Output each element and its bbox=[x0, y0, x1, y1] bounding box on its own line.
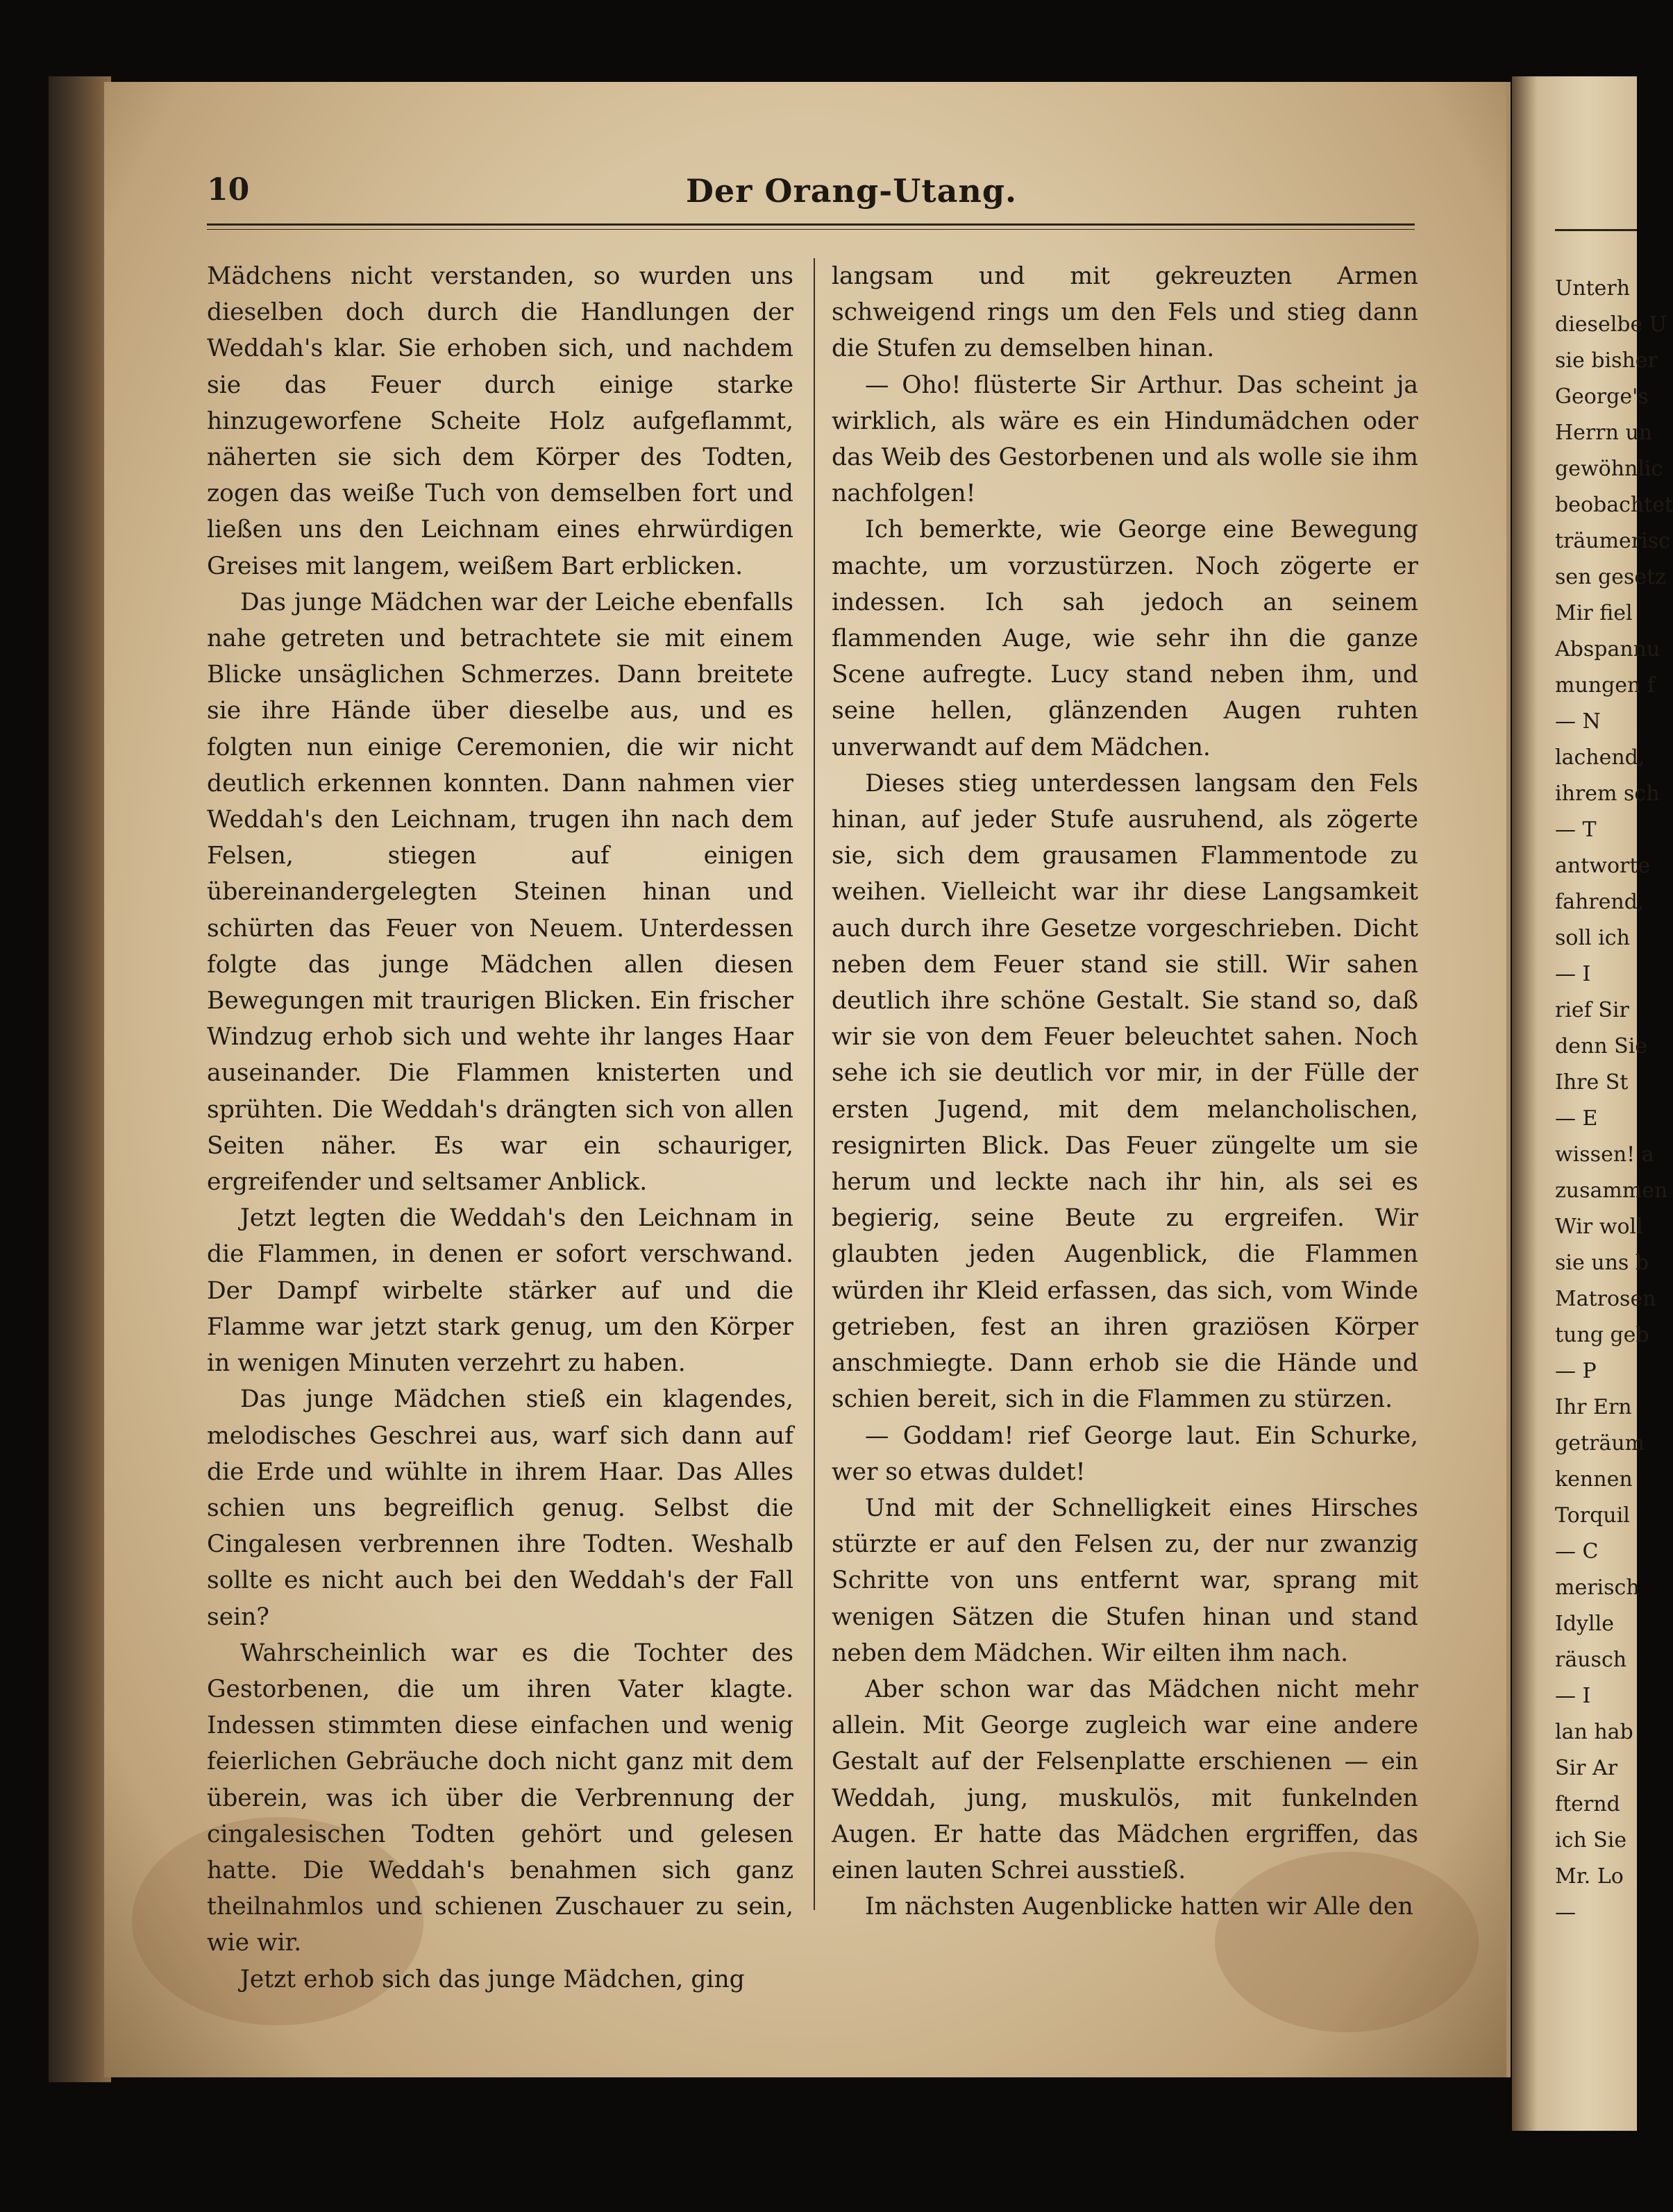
facing-page-line: lan hab bbox=[1555, 1720, 1633, 1744]
facing-page-line: — E bbox=[1555, 1106, 1598, 1131]
facing-page-line: sie bisher bbox=[1555, 348, 1658, 373]
facing-page-line: rief Sir bbox=[1555, 998, 1629, 1022]
facing-page-line: kennen bbox=[1555, 1467, 1633, 1492]
facing-page-line: Ihr Ern bbox=[1555, 1395, 1632, 1419]
facing-page-line: träumerisc bbox=[1555, 529, 1670, 553]
column-divider bbox=[814, 258, 815, 1910]
paragraph: Das junge Mädchen war der Leiche ebenfalls nahe getreten und betrachtete sie mit einem Blicke unsäglichen Schmerzes. Dann breitete sie ihre Hände über dieselbe aus, und es folgten nun einige Ceremonien, die wir nicht deutlich erkennen konnten. Dann nahmen vier Weddah's den Leichnam, trugen ihn nach dem Felsen, stiegen auf einigen übereinandergelegten Steinen hinan und schürten das Feuer von Neuem. Unterdessen folgte das junge Mädchen allen diesen Bewegungen mit traurigen Blicken. Ein frischer Windzug erhob sich und wehte ihr langes Haar auseinander. Die Flammen knisterten und sprühten. Die Weddah's drängten sich von allen Seiten näher. Es war ein schauriger, ergreifender und seltsamer Anblick. bbox=[207, 588, 793, 1197]
facing-page-line: — P bbox=[1555, 1359, 1597, 1383]
facing-page-line: — T bbox=[1555, 818, 1597, 842]
facing-page-line: Mir fiel bbox=[1555, 601, 1633, 625]
page-number: 10 bbox=[207, 172, 250, 208]
facing-page-line: zusammen bbox=[1555, 1179, 1668, 1203]
left-column bbox=[207, 258, 793, 1998]
facing-page-line: geträum bbox=[1555, 1431, 1645, 1455]
facing-page-line: Wir woll bbox=[1555, 1215, 1643, 1239]
facing-page-line: — I bbox=[1555, 962, 1591, 986]
facing-page-line: fahrend, bbox=[1555, 890, 1645, 914]
facing-page-line: ihrem sch bbox=[1555, 782, 1660, 806]
facing-page-line: Torquil bbox=[1555, 1503, 1630, 1528]
paragraph: — Oho! flüsterte Sir Arthur. Das scheint ja wirklich, als wäre es ein Hindumädchen oder das Weib des Gestorbenen und als wolle sie ihm nachfolgen! bbox=[832, 371, 1418, 508]
page-header bbox=[207, 172, 1415, 214]
facing-page-line: — N bbox=[1555, 709, 1601, 734]
facing-page-line: Unterh bbox=[1555, 276, 1631, 301]
facing-page-line: tung geb bbox=[1555, 1323, 1649, 1347]
facing-page-line: fternd bbox=[1555, 1792, 1620, 1816]
facing-page-line: — bbox=[1555, 1900, 1576, 1925]
paragraph: Dieses stieg unterdessen langsam den Fels hinan, auf jeder Stufe ausruhend, als zögerte sie, sich dem grausamen Flammentode zu weihen. Vielleicht war ihr diese Langsamkeit auch durch ihre Gesetze vorgeschrieben. Dicht neben dem Feuer stand sie still. Wir sahen deutlich ihre schöne Gestalt. Sie stand so, daß wir sie von dem Feuer beleuchtet sahen. Noch sehe ich sie deutlich vor mir, in der Fülle der ersten Jugend, mit dem melancholischen, resignirten Blick. Das Feuer züngelte um sie herum und leckte nach ihr hin, als sei es begierig, seine Beute zu ergreifen. Wir glaubten jeden Augenblick, die Flammen würden ihr Kleid erfassen, das sich, vom Winde getrieben, fest an ihren graziösen Körper anschmiegte. Dann erhob sie die Hände und schien bereit, sich in die Flammen zu stürzen. bbox=[832, 769, 1418, 1414]
paragraph: — Goddam! rief George laut. Ein Schurke, wer so etwas duldet! bbox=[832, 1421, 1418, 1486]
facing-page-line: George's bbox=[1555, 385, 1649, 409]
paragraph: Jetzt erhob sich das junge Mädchen, ging bbox=[240, 1965, 745, 1993]
facing-page-line: — C bbox=[1555, 1539, 1599, 1564]
paragraph: Jetzt legten die Weddah's den Leichnam in die Flammen, in denen er sofort verschwand. Der Dampf wirbelte stärker auf und die Flamme war jetzt stark genug, um den Körper in wenigen Minuten verzehrt zu haben. bbox=[207, 1204, 793, 1378]
paragraph: langsam und mit gekreuzten Armen schweigend rings um den Fels und stieg dann die Stufen zu demselben hinan. bbox=[832, 262, 1418, 363]
facing-page-line: lachend, bbox=[1555, 745, 1645, 770]
facing-page-line: dieselbe U bbox=[1555, 312, 1667, 337]
right-column bbox=[832, 258, 1418, 1925]
facing-page-line: denn Sie bbox=[1555, 1034, 1648, 1058]
facing-page-line: Ihre St bbox=[1555, 1070, 1629, 1095]
facing-page-line: gewöhnlic bbox=[1555, 457, 1663, 481]
facing-page-line: wissen! a bbox=[1555, 1142, 1654, 1167]
running-title: Der Orang-Utang. bbox=[686, 172, 1018, 210]
facing-page-line: Herrn un bbox=[1555, 421, 1653, 445]
facing-page-line: Matrosen bbox=[1555, 1287, 1656, 1311]
facing-page-line: sen gesetz bbox=[1555, 565, 1666, 589]
facing-page-line: — I bbox=[1555, 1684, 1591, 1708]
paragraph: Und mit der Schnelligkeit eines Hirsches stürzte er auf den Felsen zu, der nur zwanzig Schritte von uns entfernt war, sprang mit wenigen Sätzen die Stufen hinan und stand neben dem Mädchen. Wir eilten ihm nach. bbox=[832, 1494, 1418, 1667]
paragraph: Wahrscheinlich war es die Tochter des Gestorbenen, die um ihren Vater klagte. Indessen stimmten diese einfachen und wenig feierlichen Gebräuche doch nicht ganz mit dem überein, was ich über die Verbrennung der cingalesischen Todten gehört und gelesen hatte. Die Weddah's benahmen sich ganz theilnahmlos und schienen Zuschauer zu sein, wie wir. bbox=[207, 1639, 793, 1957]
paragraph: Ich bemerkte, wie George eine Bewegung machte, um vorzustürzen. Noch zögerte er indessen. Ich sah jedoch an seinem flammenden Auge, wie sehr ihn die ganze Scene aufregte. Lucy stand neben ihm, und seine hellen, glänzenden Augen ruhten unverwandt auf dem Mädchen. bbox=[832, 516, 1418, 761]
header-rule bbox=[207, 223, 1415, 226]
facing-page-line: beobachtet bbox=[1555, 493, 1673, 517]
facing-page-line: räusch bbox=[1555, 1648, 1627, 1672]
facing-page-line: merisch bbox=[1555, 1576, 1640, 1600]
facing-page-line: Sir Ar bbox=[1555, 1756, 1618, 1780]
paragraph: Mädchens nicht verstanden, so wurden uns dieselben doch durch die Handlungen der Weddah's klar. Sie erhoben sich, und nachdem sie das Feuer durch einige starke hinzugeworfene Scheite Holz aufgeflammt, näherten sie sich dem Körper des Todten, zogen das weiße Tuch von demselben fort und ließen uns den Leichnam eines ehrwürdigen Greises mit langem, weißem Bart erblicken. bbox=[207, 262, 793, 580]
facing-page-line: ich Sie bbox=[1555, 1828, 1627, 1852]
facing-page-line: Mr. Lo bbox=[1555, 1864, 1624, 1889]
paragraph: Das junge Mädchen stieß ein klagendes, melodisches Geschrei aus, warf sich dann auf die Erde und wühlte in ihrem Haar. Das Alles schien uns begreiflich genug. Selbst die Cingalesen verbrennen ihre Todten. Weshalb sollte es nicht auch bei den Weddah's der Fall sein? bbox=[207, 1385, 793, 1631]
book-spine bbox=[49, 76, 111, 2082]
facing-page-line: sie uns b bbox=[1555, 1251, 1649, 1275]
header-rule-thin bbox=[207, 229, 1415, 230]
paragraph: Im nächsten Augenblicke hatten wir Alle den bbox=[865, 1893, 1413, 1921]
facing-page-rule bbox=[1555, 229, 1637, 231]
facing-page-line: antworte bbox=[1555, 854, 1651, 878]
facing-page-line: soll ich bbox=[1555, 926, 1630, 950]
facing-page-text bbox=[1555, 271, 1673, 1931]
facing-page-line: Abspannu bbox=[1555, 637, 1661, 661]
paragraph: Aber schon war das Mädchen nicht mehr allein. Mit George zugleich war eine andere Gestalt auf der Felsenplatte erschienen — ein Weddah, jung, muskulös, mit funkelnden Augen. Er hatte das Mädchen ergriffen, das einen lauten Schrei ausstieß. bbox=[832, 1675, 1418, 1884]
facing-page-line: Idylle bbox=[1555, 1612, 1614, 1636]
facing-page-line: mungen f bbox=[1555, 673, 1656, 698]
